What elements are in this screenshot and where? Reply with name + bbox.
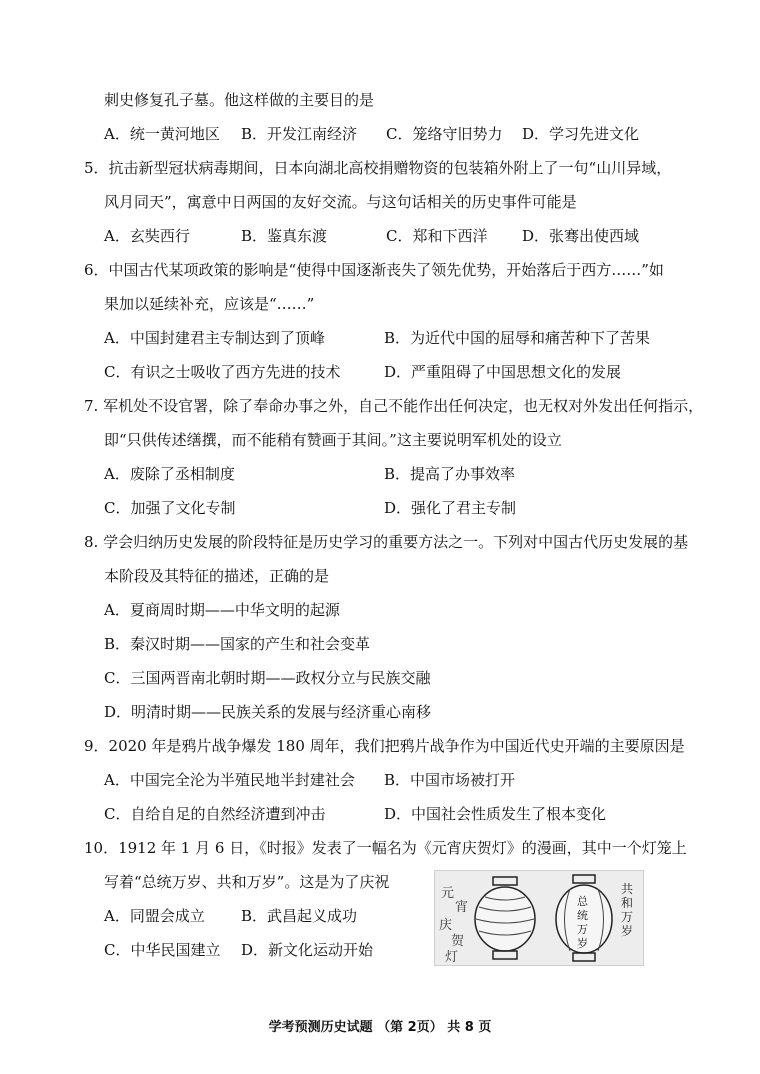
left-caption-1: 元 [441, 886, 455, 901]
q7-option-b[interactable]: B．提高了办事效率 [384, 465, 516, 483]
q5-stem-line2: 风月同天”，寓意中日两国的友好交流。与这句话相关的历史事件可能是 [104, 193, 577, 211]
q7-stem-line2: 即“只供传述缮撰，而不能稍有赞画于其间。”这主要说明军机处的设立 [104, 431, 562, 449]
q4-option-b[interactable]: B．开发江南经济 [241, 125, 358, 143]
q4-option-a[interactable]: A．统一黄河地区 [104, 125, 220, 143]
right-caption-1: 共 [621, 882, 634, 896]
left-lantern [475, 877, 535, 959]
q4-option-c[interactable]: C．笼络守旧势力 [386, 125, 503, 143]
lantern-cartoon-image [434, 870, 644, 966]
left-caption-3: 庆 [439, 918, 453, 933]
q8-stem-line1: 8. 学会归纳历史发展的阶段特征是历史学习的重要方法之一。下列对中国古代历史发展的基 [84, 533, 689, 551]
q7-option-c[interactable]: C．加强了文化专制 [104, 499, 236, 517]
q7-option-a[interactable]: A．废除了丞相制度 [104, 465, 235, 483]
q9-stem: 9．2020 年是鸦片战争爆发 180 周年，我们把鸦片战争作为中国近代史开端的主要原因是 [84, 737, 685, 755]
right-lantern-char-4: 岁 [577, 937, 588, 950]
q6-option-b[interactable]: B．为近代中国的屈辱和痛苦种下了苦果 [384, 329, 651, 347]
q6-stem-line2: 果加以延续补充，应该是“……” [104, 295, 315, 313]
q4-option-d[interactable]: D．学习先进文化 [522, 125, 640, 143]
q8-option-a[interactable]: A．夏商周时期——中华文明的起源 [104, 601, 340, 619]
q8-stem-line2: 本阶段及其特征的描述，正确的是 [104, 567, 330, 585]
right-lantern-char-2: 统 [577, 909, 588, 922]
q10-option-c[interactable]: C．中华民国建立 [104, 941, 221, 959]
q10-option-b[interactable]: B．武昌起义成功 [241, 907, 358, 925]
right-caption-2: 和 [621, 896, 634, 910]
q5-option-b[interactable]: B．鉴真东渡 [241, 227, 328, 245]
q10-stem-line2: 写着“总统万岁、共和万岁”。这是为了庆祝 [104, 873, 390, 891]
q9-option-b[interactable]: B．中国市场被打开 [384, 771, 516, 789]
q8-option-d[interactable]: D．明清时期——民族关系的发展与经济重心南移 [104, 703, 432, 721]
lantern-drawing [435, 871, 643, 965]
q9-option-d[interactable]: D．中国社会性质发生了根本变化 [384, 805, 607, 823]
q10-option-a[interactable]: A．同盟会成立 [104, 907, 205, 925]
q5-option-a[interactable]: A．玄奘西行 [104, 227, 190, 245]
right-lantern [556, 875, 612, 961]
q9-option-a[interactable]: A．中国完全沦为半殖民地半封建社会 [104, 771, 355, 789]
right-lantern-char-3: 万 [577, 923, 588, 936]
q7-option-d[interactable]: D．强化了君主专制 [384, 499, 517, 517]
q6-option-c[interactable]: C．有识之士吸收了西方先进的技术 [104, 363, 341, 381]
left-caption-5: 灯 [445, 950, 459, 965]
q7-stem-line1: 7. 军机处不设官署，除了奉命办事之外，自己不能作出任何决定，也无权对外发出任何指示， [84, 397, 704, 415]
q6-option-d[interactable]: D．严重阻碍了中国思想文化的发展 [384, 363, 622, 381]
left-caption-4: 贺 [451, 934, 465, 949]
page-footer: 学考预测历史试题 （第 2页） 共 8 页 [268, 1020, 492, 1035]
right-caption-3: 万 [621, 910, 634, 924]
left-caption-2: 宵 [455, 900, 469, 915]
q6-option-a[interactable]: A．中国封建君主专制达到了顶峰 [104, 329, 325, 347]
q10-stem-line1: 10．1912 年 1 月 6 日，《时报》发表了一幅名为《元宵庆贺灯》的漫画，其中一个灯笼上 [84, 839, 687, 857]
q8-option-c[interactable]: C．三国两晋南北朝时期——政权分立与民族交融 [104, 669, 431, 687]
q5-option-d[interactable]: D．张骞出使西域 [522, 227, 640, 245]
q6-stem-line1: 6．中国古代某项政策的影响是“使得中国逐渐丧失了领先优势，开始落后于西方……”如 [84, 261, 664, 279]
q5-stem-line1: 5．抗击新型冠状病毒期间，日本向湖北高校捐赠物资的包装箱外附上了一句“山川异域， [84, 159, 672, 177]
q5-option-c[interactable]: C．郑和下西洋 [386, 227, 488, 245]
q4-stem-continued: 刺史修复孔子墓。他这样做的主要目的是 [104, 91, 375, 109]
q8-option-b[interactable]: B．秦汉时期——国家的产生和社会变革 [104, 635, 371, 653]
q10-option-d[interactable]: D．新文化运动开始 [241, 941, 374, 959]
q9-option-c[interactable]: C．自给自足的自然经济遭到冲击 [104, 805, 326, 823]
right-lantern-char-1: 总 [577, 895, 588, 908]
right-caption-4: 岁 [621, 924, 634, 938]
